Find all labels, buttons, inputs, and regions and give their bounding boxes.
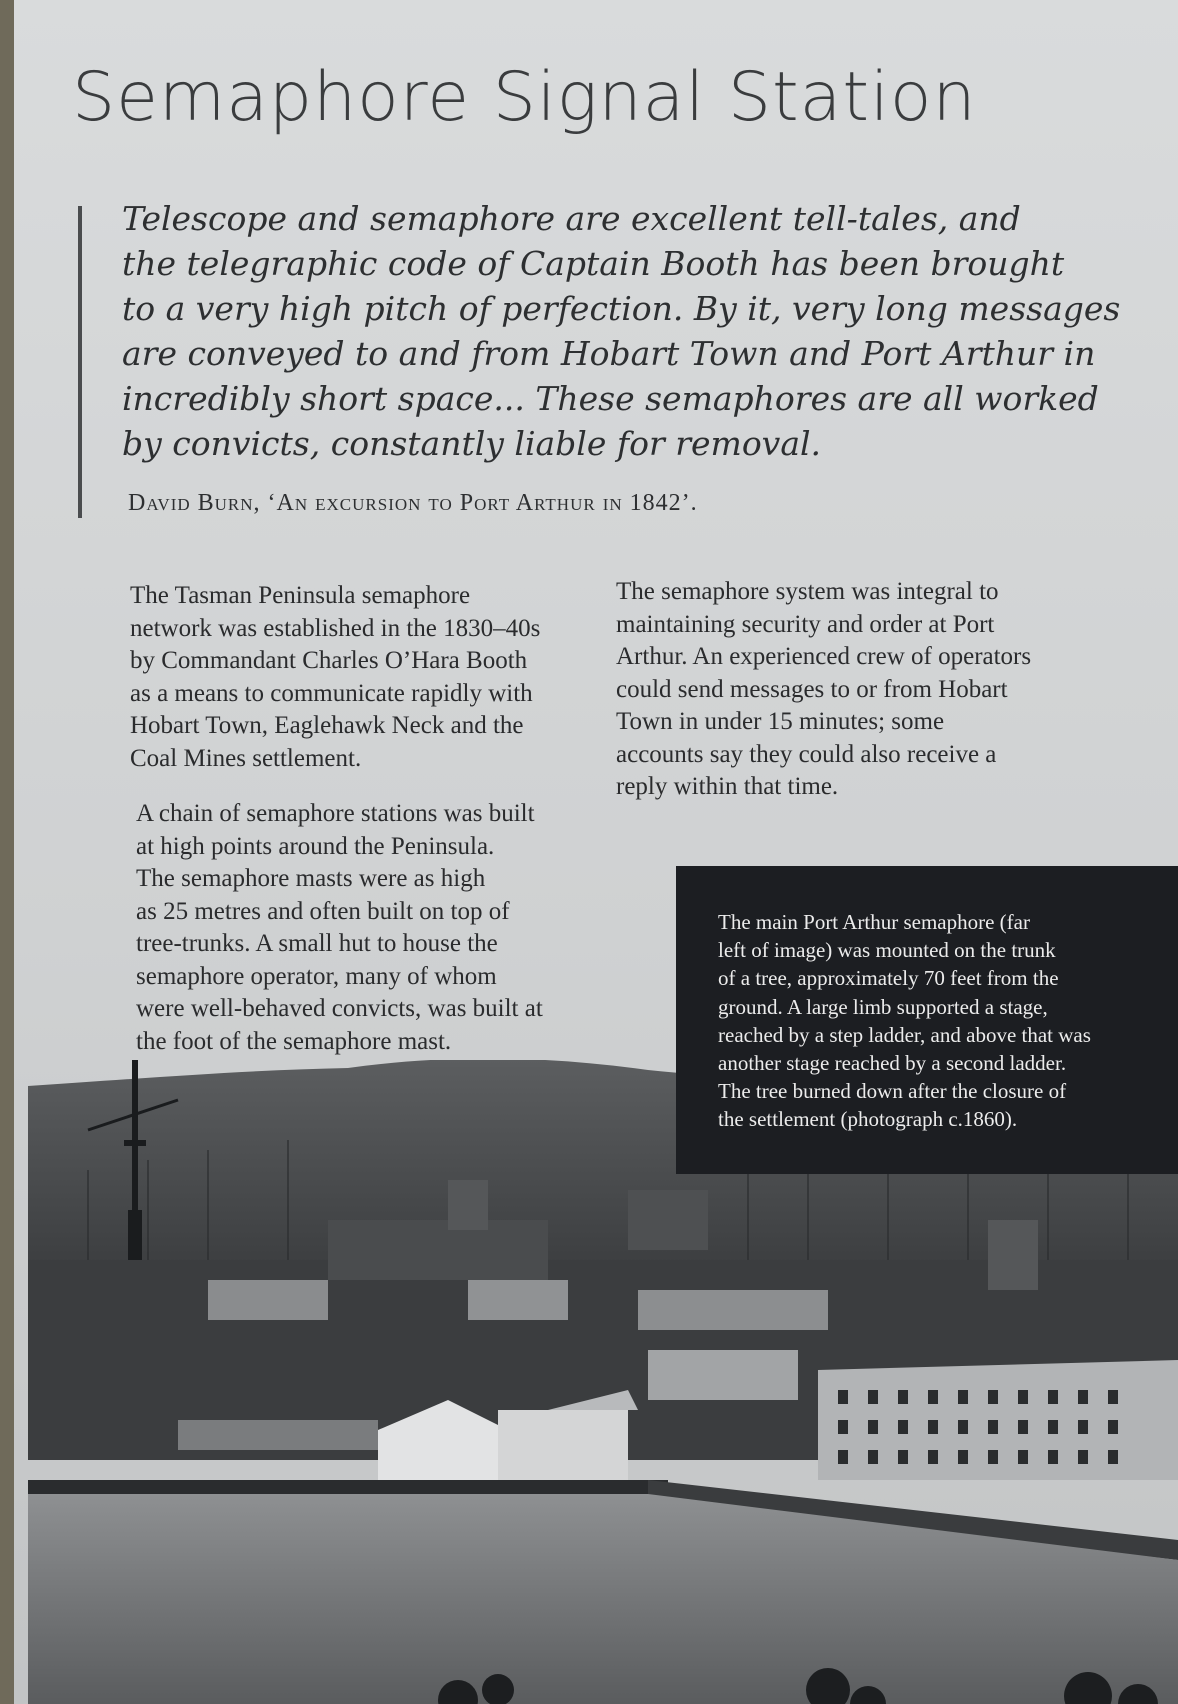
text-line: as 25 metres and often built on top of — [136, 897, 510, 925]
text-line: accounts say they could also receive a — [616, 740, 997, 768]
text-line: could send messages to or from Hobart — [616, 675, 1008, 703]
quote-line: are conveyed to and from Hobart Town and Port Arthur in — [122, 334, 1096, 373]
text-line: by Commandant Charles O’Hara Booth — [130, 647, 528, 674]
text-line: The semaphore masts were as high — [136, 865, 486, 892]
text-line: at high points around the Peninsula. — [136, 832, 495, 860]
text-line: as a means to communicate rapidly with — [130, 679, 533, 707]
text-line: tree-trunks. A small hut to house the — [136, 930, 498, 957]
page-title: Semaphore Signal Station — [72, 58, 977, 137]
text-line: Coal Mines settlement. — [130, 744, 362, 772]
text-line: Town in under 15 minutes; some — [616, 708, 945, 735]
text-line: The semaphore system was integral to — [616, 578, 999, 605]
caption-line: ground. A large limb supported a stage, — [718, 994, 1048, 1019]
caption-line: of a tree, approximately 70 feet from the — [718, 966, 1059, 991]
quote-attribution: David Burn, ‘An excursion to Port Arthur in 1842’. — [128, 490, 698, 516]
sign-panel — [14, 0, 1178, 1704]
photo-caption — [676, 866, 1178, 1174]
text-line: maintaining security and order at Port — [616, 610, 995, 638]
column1-paragraph1 — [130, 580, 540, 775]
text-line: Arthur. An experienced crew of operators — [616, 643, 1032, 670]
quote-line: by convicts, constantly liable for removal. — [122, 424, 822, 463]
quote-line: incredibly short space... These semaphores are all worked — [122, 379, 1099, 418]
text-line: were well-behaved convicts, was built at — [136, 995, 543, 1022]
quote-rule — [78, 206, 82, 518]
column2-paragraph1 — [616, 576, 1031, 804]
caption-line: the settlement (photograph c.1860). — [718, 1107, 1018, 1132]
quote-line: to a very high pitch of perfection. By it, very long messages — [122, 289, 1121, 328]
caption-line: reached by a step ladder, and above that was — [718, 1022, 1091, 1047]
text-line: The Tasman Peninsula semaphore — [130, 582, 471, 609]
caption-line: another stage reached by a second ladder. — [718, 1051, 1067, 1076]
caption-line: The main Port Arthur semaphore (far — [718, 910, 1030, 934]
caption-line: The tree burned down after the closure of — [718, 1079, 1067, 1104]
text-line: the foot of the semaphore mast. — [136, 1027, 452, 1055]
text-line: semaphore operator, many of whom — [136, 962, 497, 990]
text-line: Hobart Town, Eaglehawk Neck and the — [130, 712, 524, 739]
column1-paragraph2 — [136, 798, 543, 1058]
pull-quote — [122, 196, 1121, 466]
caption-line: left of image) was mounted on the trunk — [718, 938, 1056, 963]
quote-line: Telescope and semaphore are excellent tell-tales, and — [122, 199, 1021, 238]
text-line: reply within that time. — [616, 773, 839, 800]
text-line: network was established in the 1830–40s — [130, 614, 541, 642]
text-line: A chain of semaphore stations was built — [136, 800, 535, 827]
quote-line: the telegraphic code of Captain Booth has been brought — [122, 244, 1065, 283]
